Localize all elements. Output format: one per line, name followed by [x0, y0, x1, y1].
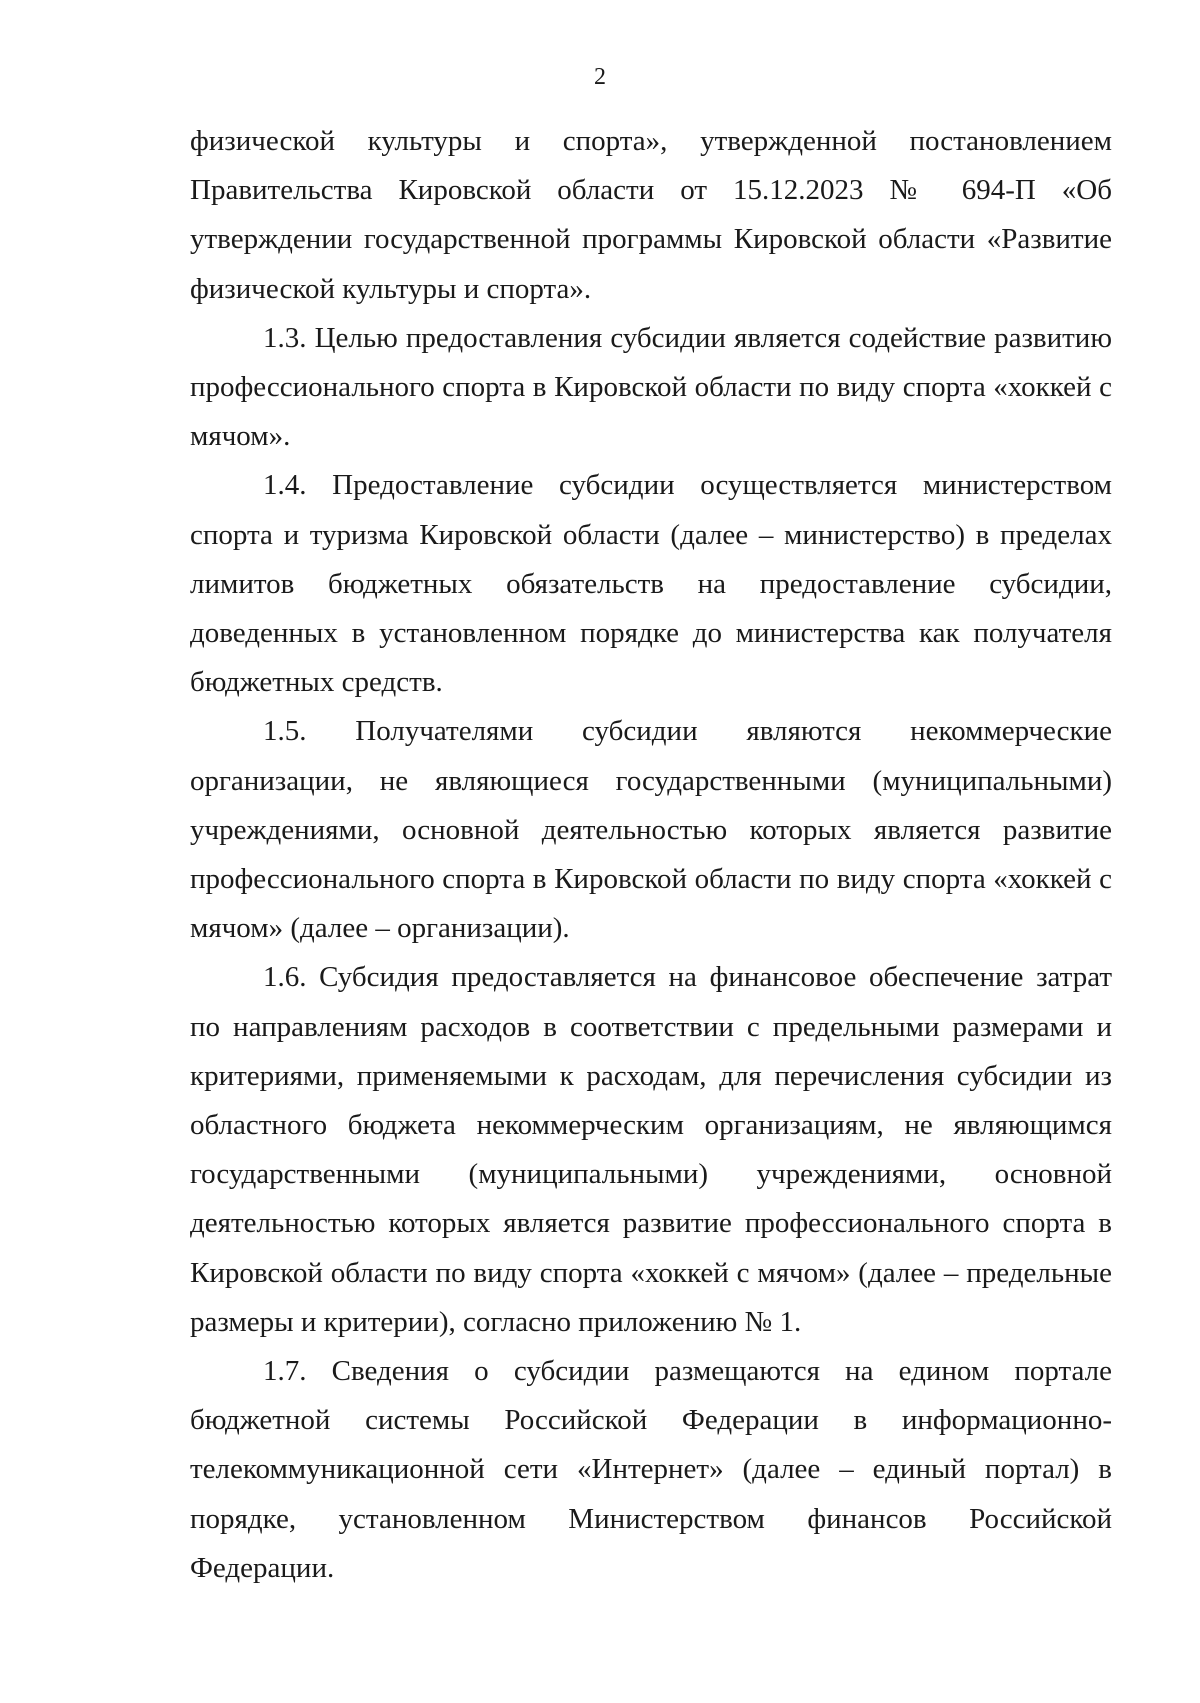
paragraph-1-7: 1.7. Сведения о субсидии размещаются на едином портале бюджетной системы Российской Федерации в информационно-телекоммуникационной сети «Интернет» (далее – единый портал) в порядке, установленном Министерством финансов Российской Федерации.: [190, 1355, 1112, 1584]
paragraph-1-5: 1.5. Получателями субсидии являются некоммерческие организации, не являющиеся государственными (муниципальными) учреждениями, основной деятельностью которых является развитие профессионального спорта в Кировской области по виду спорта «хоккей с мячом» (далее – организации).: [190, 715, 1112, 945]
page-number: 2: [594, 64, 606, 90]
paragraph-1-6: 1.6. Субсидия предоставляется на финансовое обеспечение затрат по направлениям расходов в соответствии с предельными размерами и критериями, применяемыми к расходам, для перечисления субсидии из областного бюджета некоммерческим организациям, не являющимся государственными (муниципальными) учреждениями, основной деятельностью которых является развитие профессионального спорта в Кировской области по виду спорта «хоккей с мячом» (далее – предельные размеры и критерии), согласно приложению № 1.: [190, 961, 1112, 1338]
paragraph-1-4: 1.4. Предоставление субсидии осуществляется министерством спорта и туризма Кировской области (далее – министерство) в пределах лимитов бюджетных обязательств на предоставление субсидии, доведенных в установленном порядке до министерства как получателя бюджетных средств.: [190, 469, 1112, 699]
paragraph-continuation: физической культуры и спорта», утвержденной постановлением Правительства Кировской области от 15.12.2023 № 694-П «Об утверждении государственной программы Кировской области «Развитие физической культуры и спорта».: [190, 125, 1112, 305]
document-body: [190, 117, 1112, 1593]
paragraph-1-3: 1.3. Целью предоставления субсидии является содействие развитию профессионального спорта в Кировской области по виду спорта «хоккей с мячом».: [190, 321, 1112, 453]
